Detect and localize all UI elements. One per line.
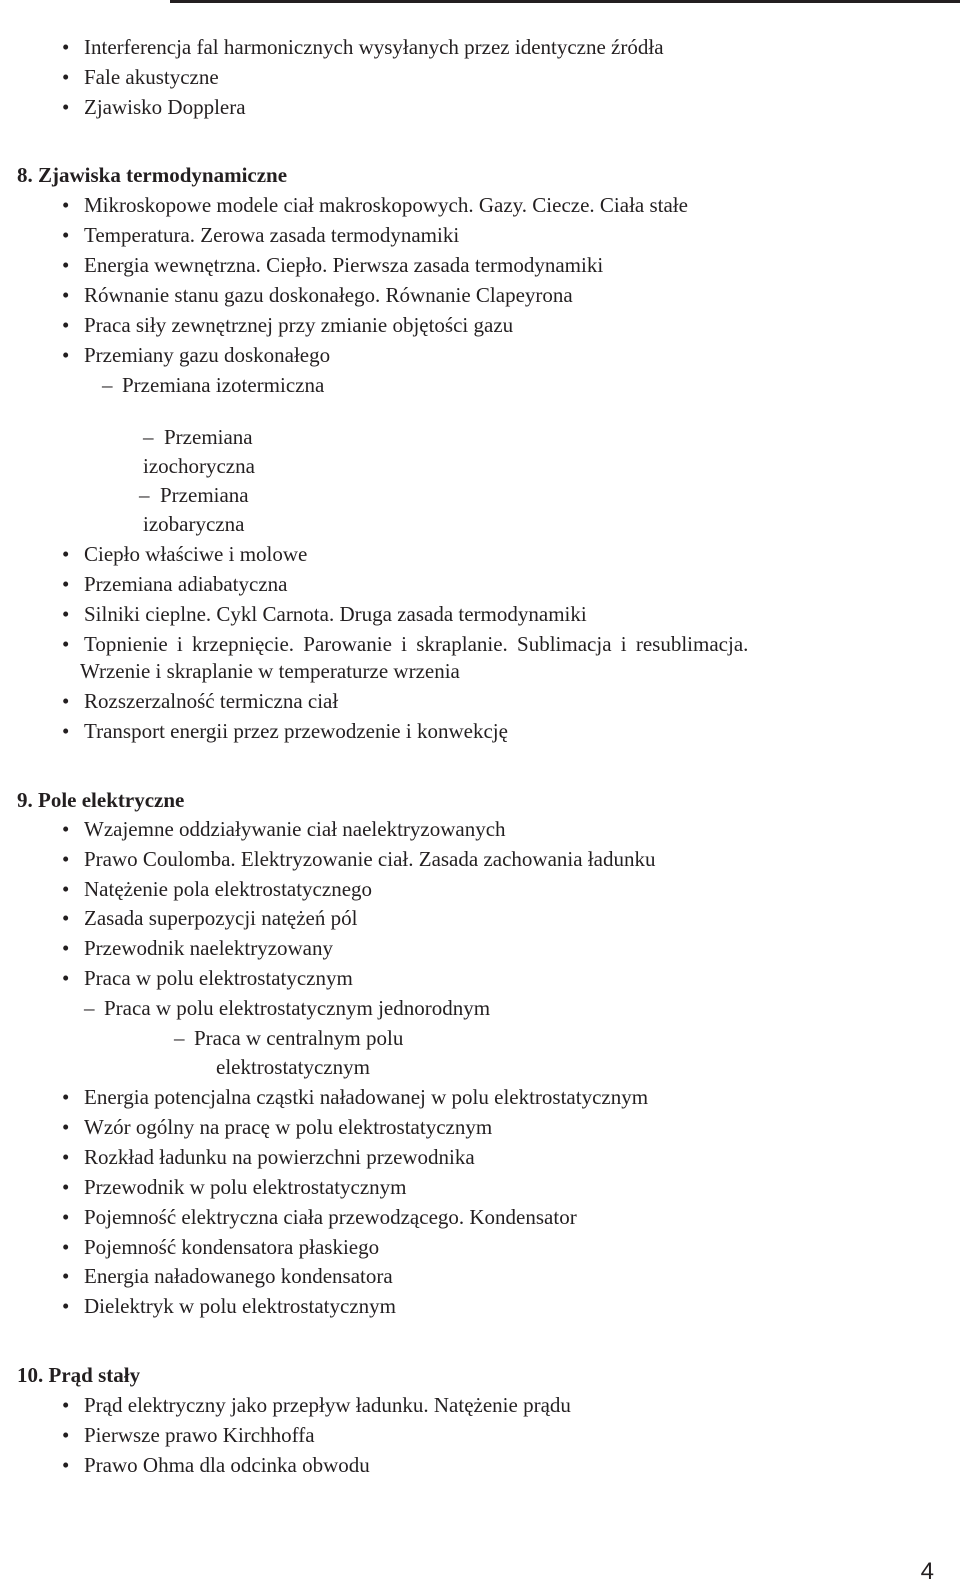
bullet-icon: •: [62, 1264, 70, 1288]
list-item: Temperatura. Zerowa zasada termodynamiki: [84, 223, 460, 247]
bullet-icon: •: [62, 632, 70, 656]
list-item: Energia potencjalna cząstki naładowanej w polu elektrostatycznym: [84, 1085, 649, 1109]
bullet-icon: •: [62, 65, 70, 89]
list-item-continuation: Wrzenie i skraplanie w temperaturze wrzenia: [80, 659, 460, 683]
sub-item: Praca w polu elektrostatycznym jednorodnym: [104, 996, 491, 1020]
bullet-icon: •: [62, 877, 70, 901]
bullet-icon: •: [62, 719, 70, 743]
sub-item: Praca w centralnym polu: [194, 1026, 404, 1050]
bullet-icon: •: [62, 253, 70, 277]
list-item: Silniki cieplne. Cykl Carnota. Druga zasada termodynamiki: [84, 602, 587, 626]
bullet-icon: •: [62, 542, 70, 566]
list-item: Pojemność kondensatora płaskiego: [84, 1235, 380, 1259]
list-item: Topnienie i krzepnięcie. Parowanie i skraplanie. Sublimacja i resublimacja.: [84, 632, 749, 656]
bullet-icon: •: [62, 847, 70, 871]
bullet-icon: •: [62, 1205, 70, 1229]
bullet-icon: •: [62, 906, 70, 930]
bullet-icon: •: [62, 1423, 70, 1447]
dash-icon: –: [139, 483, 150, 507]
bullet-icon: •: [62, 95, 70, 119]
bullet-icon: •: [62, 1235, 70, 1259]
bullet-icon: •: [62, 1085, 70, 1109]
list-item: Rozkład ładunku na powierzchni przewodnika: [84, 1145, 475, 1169]
bullet-icon: •: [62, 1115, 70, 1139]
list-item: Fale akustyczne: [84, 65, 219, 89]
list-item: Praca w polu elektrostatycznym: [84, 966, 353, 990]
bullet-icon: •: [62, 572, 70, 596]
list-item: Zasada superpozycji natężeń pól: [84, 906, 358, 930]
sub-item-continuation: izobaryczna: [143, 512, 245, 536]
bullet-icon: •: [62, 1145, 70, 1169]
bullet-icon: •: [62, 193, 70, 217]
dash-icon: –: [84, 996, 95, 1020]
sub-item: Przemiana izotermiczna: [122, 373, 325, 397]
section-heading-8: 8. Zjawiska termodynamiczne: [17, 163, 288, 187]
list-item: Wzór ogólny na pracę w polu elektrostatycznym: [84, 1115, 493, 1139]
bullet-icon: •: [62, 223, 70, 247]
list-item: Energia wewnętrzna. Ciepło. Pierwsza zasada termodynamiki: [84, 253, 604, 277]
list-item: Przemiana adiabatyczna: [84, 572, 288, 596]
sub-item: Przemiana: [164, 425, 253, 449]
bullet-icon: •: [62, 966, 70, 990]
list-item: Zjawisko Dopplera: [84, 95, 246, 119]
top-rule: [170, 0, 960, 3]
bullet-icon: •: [62, 35, 70, 59]
bullet-icon: •: [62, 936, 70, 960]
dash-icon: –: [102, 373, 113, 397]
section-heading-10: 10. Prąd stały: [17, 1363, 141, 1387]
sub-item: Przemiana: [160, 483, 249, 507]
bullet-icon: •: [62, 1294, 70, 1318]
sub-item-continuation: izochoryczna: [143, 454, 255, 478]
bullet-icon: •: [62, 313, 70, 337]
page-number: 4: [920, 1558, 934, 1585]
bullet-icon: •: [62, 817, 70, 841]
list-item: Wzajemne oddziaływanie ciał naelektryzowanych: [84, 817, 506, 841]
list-item: Praca siły zewnętrznej przy zmianie objętości gazu: [84, 313, 514, 337]
dash-icon: –: [143, 425, 154, 449]
list-item: Równanie stanu gazu doskonałego. Równanie Clapeyrona: [84, 283, 573, 307]
list-item: Dielektryk w polu elektrostatycznym: [84, 1294, 396, 1318]
bullet-icon: •: [62, 283, 70, 307]
list-item: Natężenie pola elektrostatycznego: [84, 877, 373, 901]
dash-icon: –: [174, 1026, 185, 1050]
bullet-icon: •: [62, 689, 70, 713]
sub-item-continuation: elektrostatycznym: [216, 1055, 370, 1079]
list-item: Energia naładowanego kondensatora: [84, 1264, 393, 1288]
bullet-icon: •: [62, 1393, 70, 1417]
list-item: Pojemność elektryczna ciała przewodzącego. Kondensator: [84, 1205, 577, 1229]
list-item: Przemiany gazu doskonałego: [84, 343, 331, 367]
list-item: Rozszerzalność termiczna ciał: [84, 689, 339, 713]
bullet-icon: •: [62, 1453, 70, 1477]
bullet-icon: •: [62, 1175, 70, 1199]
list-item: Przewodnik w polu elektrostatycznym: [84, 1175, 407, 1199]
list-item: Pierwsze prawo Kirchhoffa: [84, 1423, 315, 1447]
list-item: Prawo Ohma dla odcinka obwodu: [84, 1453, 370, 1477]
list-item: Przewodnik naelektryzowany: [84, 936, 333, 960]
list-item: Ciepło właściwe i molowe: [84, 542, 308, 566]
bullet-icon: •: [62, 343, 70, 367]
list-item: Mikroskopowe modele ciał makroskopowych. Gazy. Ciecze. Ciała stałe: [84, 193, 688, 217]
list-item: Prąd elektryczny jako przepływ ładunku. Natężenie prądu: [84, 1393, 571, 1417]
bullet-icon: •: [62, 602, 70, 626]
list-item: Interferencja fal harmonicznych wysyłanych przez identyczne źródła: [84, 35, 664, 59]
section-heading-9: 9. Pole elektryczne: [17, 788, 185, 812]
list-item: Prawo Coulomba. Elektryzowanie ciał. Zasada zachowania ładunku: [84, 847, 656, 871]
list-item: Transport energii przez przewodzenie i konwekcję: [84, 719, 508, 743]
